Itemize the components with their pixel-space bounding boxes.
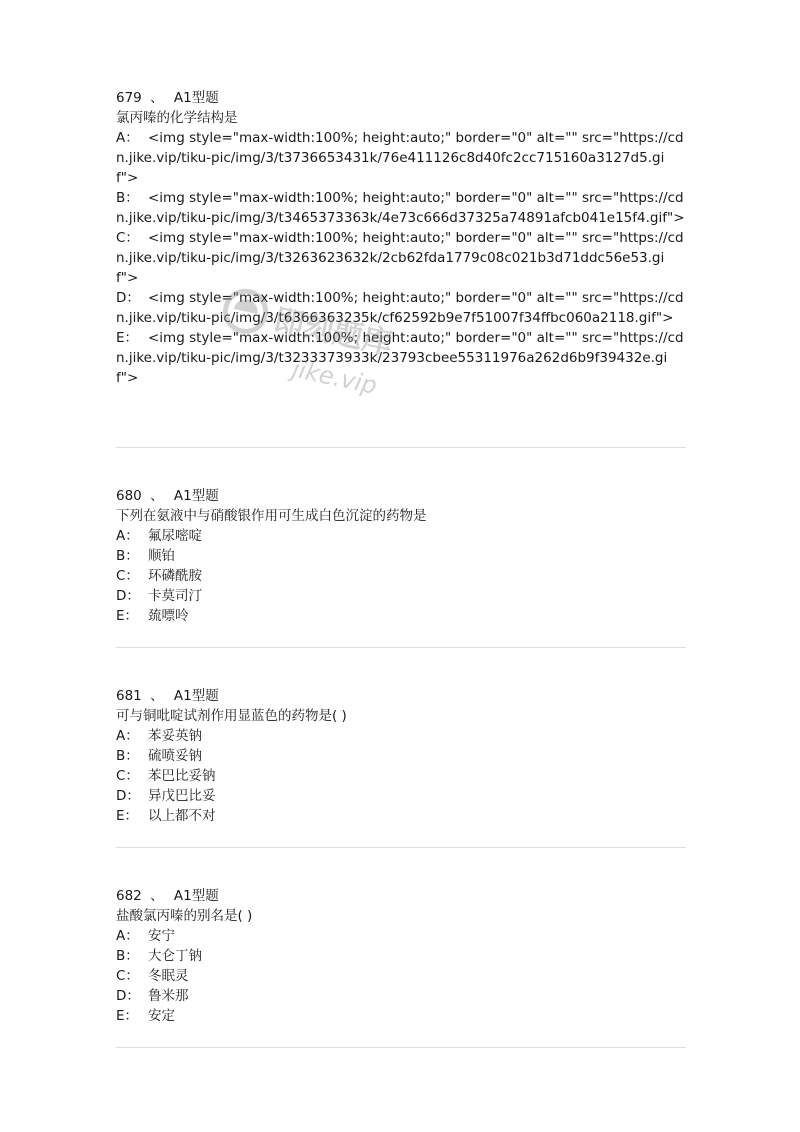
divider — [116, 1047, 686, 1048]
question-682 — [116, 886, 686, 1026]
divider — [116, 847, 686, 848]
option-text: 大仑丁钠 — [148, 948, 202, 964]
option-b[interactable] — [116, 188, 686, 228]
option-letter: C： — [116, 230, 139, 246]
watermark-text-cn: 即刻题库 — [270, 302, 396, 363]
option-letter: B： — [116, 190, 139, 206]
option-d[interactable] — [116, 586, 686, 606]
option-text: 硫喷妥钠 — [148, 748, 202, 764]
question-number: 679 — [116, 90, 142, 106]
option-text: <img style="max-width:100%; height:auto;" border="0" alt="" src="https://cdn.jike.vip/tiku-pic/img/3/t6366363235k/cf62592b9e7f51007f34ffbc060a2118.gif"> — [116, 290, 684, 326]
option-e[interactable] — [116, 606, 686, 626]
option-letter: B： — [116, 948, 139, 964]
option-text: 卡莫司汀 — [148, 588, 202, 604]
option-text: <img style="max-width:100%; height:auto;" border="0" alt="" src="https://cdn.jike.vip/tiku-pic/img/3/t3233373933k/23793cbee55311976a262d6b9f39432e.gif"> — [116, 330, 684, 386]
question-type: A1型题 — [173, 688, 219, 704]
option-e[interactable] — [116, 328, 686, 388]
option-letter: C： — [116, 968, 139, 984]
option-letter: B： — [116, 548, 139, 564]
option-text: 鲁米那 — [148, 988, 189, 1004]
option-letter: D： — [116, 988, 140, 1004]
option-e[interactable] — [116, 806, 686, 826]
question-type: A1型题 — [173, 488, 219, 504]
option-c[interactable] — [116, 966, 686, 986]
question-header — [116, 88, 686, 108]
option-text: 氟尿嘧啶 — [148, 528, 202, 544]
question-separator: 、 — [150, 90, 164, 106]
option-text: 冬眠灵 — [148, 968, 189, 984]
option-letter: A： — [116, 728, 139, 744]
option-letter: E： — [116, 330, 139, 346]
option-letter: B： — [116, 748, 139, 764]
option-text: 安定 — [148, 1008, 175, 1024]
question-header — [116, 486, 686, 506]
option-text: <img style="max-width:100%; height:auto;" border="0" alt="" src="https://cdn.jike.vip/tiku-pic/img/3/t3465373363k/4e73c666d37325a74891afcb041e15f4.gif"> — [116, 190, 685, 226]
option-c[interactable] — [116, 566, 686, 586]
question-number: 680 — [116, 488, 142, 504]
question-separator: 、 — [150, 888, 164, 904]
option-letter: D： — [116, 588, 140, 604]
option-letter: E： — [116, 608, 139, 624]
question-stem: 氯丙嗪的化学结构是 — [116, 110, 238, 126]
question-680 — [116, 486, 686, 626]
option-text: 巯嘌呤 — [148, 608, 189, 624]
question-681 — [116, 686, 686, 826]
question-number: 681 — [116, 688, 142, 704]
option-text: 苯妥英钠 — [148, 728, 202, 744]
question-separator: 、 — [150, 488, 164, 504]
option-text: 以上都不对 — [148, 808, 216, 824]
option-text: 顺铂 — [148, 548, 175, 564]
option-letter: A： — [116, 528, 139, 544]
question-stem: 盐酸氯丙嗪的别名是( ) — [116, 908, 253, 924]
question-separator: 、 — [150, 688, 164, 704]
option-text: 苯巴比妥钠 — [148, 768, 216, 784]
option-d[interactable] — [116, 786, 686, 806]
question-stem: 下列在氨液中与硝酸银作用可生成白色沉淀的药物是 — [116, 508, 427, 524]
option-letter: C： — [116, 568, 139, 584]
option-c[interactable] — [116, 766, 686, 786]
option-text: 异戊巴比妥 — [148, 788, 216, 804]
question-header — [116, 886, 686, 906]
question-type: A1型题 — [173, 90, 219, 106]
option-a[interactable] — [116, 128, 686, 188]
question-679 — [116, 88, 686, 388]
option-text: <img style="max-width:100%; height:auto;" border="0" alt="" src="https://cdn.jike.vip/tiku-pic/img/3/t3736653431k/76e411126c8d40fc2cc715160a3127d5.gif"> — [116, 130, 684, 186]
option-letter: A： — [116, 928, 139, 944]
option-letter: D： — [116, 290, 140, 306]
option-b[interactable] — [116, 746, 686, 766]
option-a[interactable] — [116, 526, 686, 546]
option-e[interactable] — [116, 1006, 686, 1026]
divider — [116, 647, 686, 648]
option-d[interactable] — [116, 986, 686, 1006]
question-type: A1型题 — [173, 888, 219, 904]
divider — [116, 447, 686, 448]
option-text: 环磷酰胺 — [148, 568, 202, 584]
option-letter: A： — [116, 130, 139, 146]
option-letter: C： — [116, 768, 139, 784]
option-text: 安宁 — [148, 928, 175, 944]
question-number: 682 — [116, 888, 142, 904]
question-header — [116, 686, 686, 706]
option-letter: D： — [116, 788, 140, 804]
option-d[interactable] — [116, 288, 686, 328]
option-letter: E： — [116, 808, 139, 824]
question-stem: 可与铜吡啶试剂作用显蓝色的药物是( ) — [116, 708, 347, 724]
option-letter: E： — [116, 1008, 139, 1024]
option-b[interactable] — [116, 946, 686, 966]
option-c[interactable] — [116, 228, 686, 288]
option-a[interactable] — [116, 726, 686, 746]
option-a[interactable] — [116, 926, 686, 946]
option-b[interactable] — [116, 546, 686, 566]
option-text: <img style="max-width:100%; height:auto;" border="0" alt="" src="https://cdn.jike.vip/tiku-pic/img/3/t3263623632k/2cb62fda1779c08c021b3d71ddc56e53.gif"> — [116, 230, 684, 286]
watermark-text-url: jike.vip — [289, 354, 380, 400]
